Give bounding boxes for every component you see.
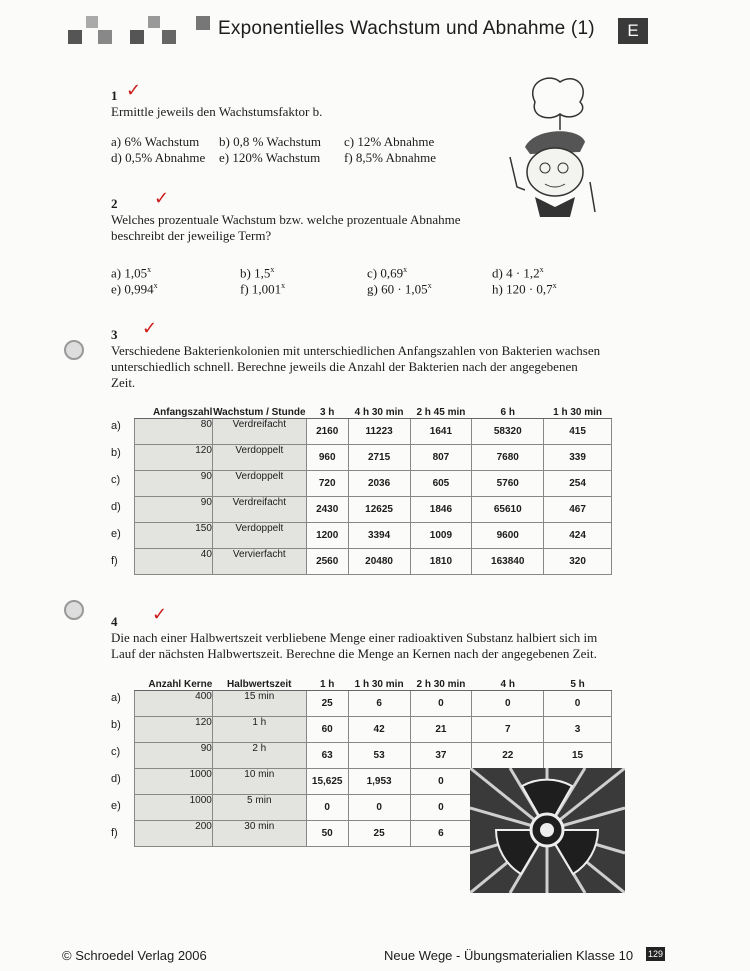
answer-cell: 9600 [472, 523, 544, 549]
start-value-cell: 150 [135, 523, 213, 549]
answer-cell: 0 [306, 795, 348, 821]
task3-prompt: Verschiedene Bakterienkolonien mit unterschiedlichen Anfangszahlen von Bakterien wachsen [111, 343, 601, 358]
column-header: Anfangszahl [135, 404, 213, 419]
answer-cell: 1200 [306, 523, 348, 549]
table-row [135, 497, 612, 523]
answer-cell: 0 [544, 691, 612, 717]
rate-cell: 1 h [212, 717, 306, 743]
answer-cell: 25 [306, 691, 348, 717]
punch-hole [64, 600, 84, 620]
task3-prompt: Zeit. [111, 375, 136, 390]
answer-cell: 58320 [472, 419, 544, 445]
table-row [135, 445, 612, 471]
task2-prompt: Welches prozentuale Wachstum bzw. welche prozentuale Abnahme [111, 212, 461, 227]
rate-cell: 5 min [212, 795, 306, 821]
table-row [135, 471, 612, 497]
task4-prompt: Die nach einer Halbwertszeit verbliebene Menge einer radioaktiven Substanz halbiert sich im [111, 630, 598, 645]
table-row [135, 549, 612, 575]
column-header: 1 h 30 min [544, 404, 612, 419]
task1-item: f) 8,5% Abnahme [344, 150, 437, 165]
answer-cell: 1810 [410, 549, 472, 575]
task1-item: b) 0,8 % Wachstum [219, 134, 321, 149]
column-header: Halbwertszeit [212, 676, 306, 691]
answer-cell: 2036 [348, 471, 410, 497]
table-row [135, 717, 612, 743]
column-header: 4 h [472, 676, 544, 691]
task4-number: 4 [111, 614, 118, 629]
answer-cell: 11223 [348, 419, 410, 445]
answer-cell: 0 [348, 795, 410, 821]
answer-cell: 807 [410, 445, 472, 471]
row-label: a) [111, 420, 121, 432]
answer-cell: 20480 [348, 549, 410, 575]
check-mark-icon: ✓ [154, 188, 170, 209]
task2-item: f) 1,001$^x$ [240, 281, 286, 297]
task2-number: 2 [111, 196, 118, 211]
answer-cell: 22 [472, 743, 544, 769]
rate-cell: Verdreifacht [212, 419, 306, 445]
answer-cell: 254 [544, 471, 612, 497]
answer-cell: 720 [306, 471, 348, 497]
answer-cell: 2560 [306, 549, 348, 575]
start-value-cell: 400 [135, 691, 213, 717]
task1-number: 1 [111, 88, 118, 103]
answer-cell: 0 [410, 795, 472, 821]
answer-cell: 6 [348, 691, 410, 717]
answer-cell: 15 [544, 743, 612, 769]
answer-cell: 0 [410, 691, 472, 717]
answer-cell: 7680 [472, 445, 544, 471]
answer-cell: 3394 [348, 523, 410, 549]
table-row [135, 691, 612, 717]
task3-number: 3 [111, 327, 118, 342]
column-header: 1 h [306, 676, 348, 691]
answer-cell: 163840 [472, 549, 544, 575]
answer-cell: 5760 [472, 471, 544, 497]
rate-cell: 30 min [212, 821, 306, 847]
check-mark-icon: ✓ [126, 80, 142, 101]
answer-cell: 960 [306, 445, 348, 471]
task2-item: b) 1,5$^x$ [240, 265, 275, 281]
answer-cell: 415 [544, 419, 612, 445]
answer-cell: 320 [544, 549, 612, 575]
row-label: e) [111, 528, 121, 540]
row-label: f) [111, 555, 118, 567]
professor-illustration [495, 72, 605, 222]
task2-item: h) $120 \cdot 0,7^x$ [492, 281, 557, 297]
row-label: e) [111, 800, 121, 812]
answer-cell: 339 [544, 445, 612, 471]
bacteria-table [134, 404, 612, 575]
answer-cell: 1641 [410, 419, 472, 445]
row-label: d) [111, 501, 121, 513]
row-label: b) [111, 719, 121, 731]
start-value-cell: 90 [135, 497, 213, 523]
punch-hole [64, 340, 84, 360]
row-label: b) [111, 447, 121, 459]
task1-item: d) 0,5% Abnahme [111, 150, 206, 165]
column-header: 4 h 30 min [348, 404, 410, 419]
start-value-cell: 120 [135, 717, 213, 743]
answer-cell: 2430 [306, 497, 348, 523]
task2-item: e) 0,994$^x$ [111, 281, 158, 297]
start-value-cell: 90 [135, 471, 213, 497]
answer-cell: 60 [306, 717, 348, 743]
answer-cell: 15,625 [306, 769, 348, 795]
task4-prompt: Lauf der nächsten Halbwertszeit. Berechne die Menge an Kernen nach der angegebenen Zeit. [111, 646, 597, 661]
row-label: a) [111, 692, 121, 704]
rate-cell: 10 min [212, 769, 306, 795]
task2-prompt: beschreibt der jeweilige Term? [111, 228, 272, 243]
answer-cell: 0 [410, 769, 472, 795]
column-header: Wachstum / Stunde [212, 404, 306, 419]
footer-series: Neue Wege - Übungsmaterialien Klasse 10 [384, 948, 634, 963]
task1-prompt: Ermittle jeweils den Wachstumsfaktor b. [111, 104, 323, 119]
start-value-cell: 1000 [135, 769, 213, 795]
start-value-cell: 120 [135, 445, 213, 471]
answer-cell: 25 [348, 821, 410, 847]
column-header: 2 h 45 min [410, 404, 472, 419]
table-row [135, 523, 612, 549]
answer-cell: 2715 [348, 445, 410, 471]
start-value-cell: 40 [135, 549, 213, 575]
answer-cell: 0 [472, 691, 544, 717]
answer-cell: 63 [306, 743, 348, 769]
check-mark-icon: ✓ [142, 318, 158, 339]
answer-cell: 3 [544, 717, 612, 743]
check-mark-icon: ✓ [152, 604, 168, 625]
task3-prompt: unterschiedlich schnell. Berechne jeweils die Anzahl der Bakterien nach der angegebenen [111, 359, 578, 374]
task1-item: a) 6% Wachstum [111, 134, 200, 149]
answer-cell: 2160 [306, 419, 348, 445]
column-header: Anzahl Kerne [135, 676, 213, 691]
answer-cell: 21 [410, 717, 472, 743]
column-header: 5 h [544, 676, 612, 691]
start-value-cell: 80 [135, 419, 213, 445]
answer-cell: 37 [410, 743, 472, 769]
rate-cell: 2 h [212, 743, 306, 769]
answer-cell: 1009 [410, 523, 472, 549]
rate-cell: Verdoppelt [212, 471, 306, 497]
task2-item: a) 1,05$^x$ [111, 265, 152, 281]
page-title: Exponentielles Wachstum und Abnahme (1) [218, 18, 595, 39]
section-badge: E [618, 18, 648, 44]
answer-cell: 12625 [348, 497, 410, 523]
answer-cell: 605 [410, 471, 472, 497]
table-row [135, 743, 612, 769]
rate-cell: Vervierfacht [212, 549, 306, 575]
answer-cell: 467 [544, 497, 612, 523]
column-header: 3 h [306, 404, 348, 419]
row-label: c) [111, 474, 121, 486]
table-row [135, 419, 612, 445]
answer-cell: 424 [544, 523, 612, 549]
column-header: 6 h [472, 404, 544, 419]
rate-cell: Verdoppelt [212, 523, 306, 549]
start-value-cell: 90 [135, 743, 213, 769]
row-label: f) [111, 827, 118, 839]
row-label: c) [111, 746, 121, 758]
task2-item: c) 0,69$^x$ [367, 265, 408, 281]
answer-cell: 65610 [472, 497, 544, 523]
answer-cell: 50 [306, 821, 348, 847]
rate-cell: Verdreifacht [212, 497, 306, 523]
column-header: 1 h 30 min [348, 676, 410, 691]
footer-copyright: © Schroedel Verlag 2006 [62, 948, 207, 963]
task1-item: c) 12% Abnahme [344, 134, 435, 149]
row-label: d) [111, 773, 121, 785]
task2-item: g) $60 \cdot 1,05^x$ [367, 281, 432, 297]
page-number: 129 [648, 949, 664, 959]
start-value-cell: 200 [135, 821, 213, 847]
rate-cell: Verdoppelt [212, 445, 306, 471]
answer-cell: 1846 [410, 497, 472, 523]
start-value-cell: 1000 [135, 795, 213, 821]
radiation-symbol-illustration [470, 768, 625, 893]
rate-cell: 15 min [212, 691, 306, 717]
task1-item: e) 120% Wachstum [219, 150, 321, 165]
column-header: 2 h 30 min [410, 676, 472, 691]
answer-cell: 42 [348, 717, 410, 743]
answer-cell: 7 [472, 717, 544, 743]
answer-cell: 53 [348, 743, 410, 769]
answer-cell: 1,953 [348, 769, 410, 795]
task2-item: d) $4 \cdot 1,2^x$ [492, 265, 544, 281]
answer-cell: 6 [410, 821, 472, 847]
